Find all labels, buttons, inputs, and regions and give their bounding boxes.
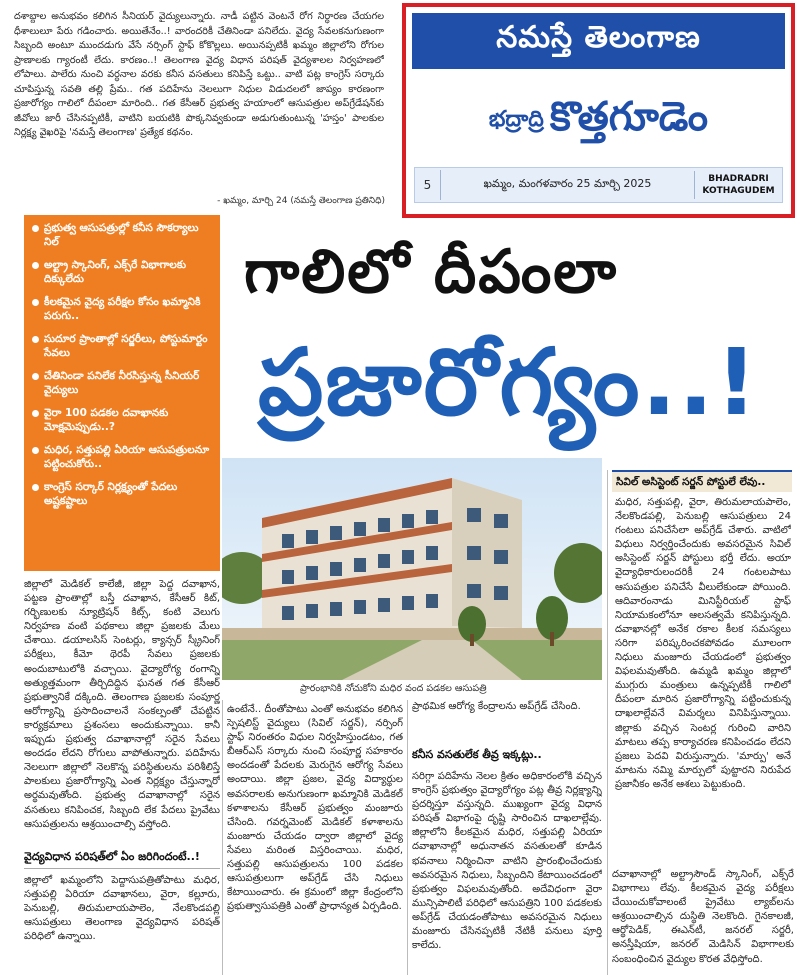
column-divider bbox=[607, 470, 608, 975]
top-left-story-text: దశాబ్దాల అనుభవం కలిగిన సీనియర్ వైద్యులున్నారు. నాడీ పట్టిన వెంటనే రోగ నిర్ధారణ చేయగల ధీశాలులూ పేరు గడించారు. అయితేనేం..! వారందరికీ చేతినిండా పనిలేదు. వైద్య సేవలకనుగుణంగా సిబ్బంది అంటూ ముందడుగు వేసే నర్సింగ్ స్టాఫ్ కోకొల్లలు. అయినప్పటికీ ఖమ్మం జిల్లాలోని రోగుల ప్రాణాలకు గ్యారంటీ లేదు. కారణం..! తెలంగాణ వైద్య విధాన పరిషత్ వైద్యశాలల నిర్వహణలో లోపాలు. పాలేరు నుంచి వర్ధనాల వరకు కనీస వసతులు కనిపిస్తే ఒట్టు.. వాటి పట్ల కాంగ్రెస్ సర్కారు చూపిస్తున్న సవతి తల్లి ప్రేమ.. గత పదిహేను నెలలుగా నిధుల విడుదలలో జాప్యం కారణంగా ప్రజారోగ్యం గాలిలో దీపంలా మారింది.. గత కేసీఆర్ ప్రభుత్వ హయాంలో ఆసుపత్రుల అప్‌గ్రేడేషన్‌కు జీవోలు జారీ చేసినప్పటికీ, వాటిని బయటికి పొక్కనివ్వకుండా అడుగుతుంటున్న 'హస్తం' పాలకుల నిర్లక్ష్య వైఖరిపై 'నమస్తే తెలంగాణ' ప్రత్యేక కథనం. bbox=[14, 11, 384, 138]
highlight-item bbox=[32, 443, 214, 471]
masthead bbox=[402, 3, 795, 218]
bullet-icon bbox=[32, 262, 39, 269]
paper-name: నమస్తే తెలంగాణ bbox=[496, 20, 701, 55]
dateline-bar bbox=[414, 167, 783, 203]
left-column-1 bbox=[24, 578, 220, 846]
right-column-1-text: మధిర, సత్తుపల్లి, వైరా, తిరుమలాయపాలెం, నేలకొండపల్లి, పెనుబల్లి ఆసుపత్రులు 24 గంటలు పనిచేసేలా అప్‌గ్రేడ్ చేశారు. వాటిలో విధులు నిర్వర్తించేందుకు అవసరమైన సివిల్ అసిస్టెంట్ సర్జన్ పోస్టులు భర్తీ లేదు. అయా వైద్యాధికారులందరికీ 24 గంటలపాటు ఆసుపత్రుల పనిచేసే వీలులేకుండా పోయింది. ఆదివారంనాడు మినిస్టీరియల్ స్టాఫ్ నియామకంలోనూ ఆలసత్వమే కనిపిస్తున్నది. దవాఖానల్లో అనేక రకాల కీలక సమస్యలు సరిగా పరిష్కరించకపోవడం మూలంగా నిధులు మంజూరు చేయడంలో ప్రభుత్వం విఫలమవుతోంది. ఉమ్మడి ఖమ్మం జిల్లాలో ముగ్గురు మంత్రులు ఉన్నప్పటికీ గాలిలో దీపంలా మారిన ప్రజారోగ్యాన్ని పట్టించుకున్న దాఖలాల్లేవనే విమర్శలు వినిపిస్తున్నాయి. జిల్లాకు వచ్చిన సెంటర్ల గురించి వారిని మాటలు తప్ప కార్యాచరణ కనిపించడం లేదని ప్రజలు పెదవి విరుస్తున్నారు. 'మార్పు' అనే మాటను నమ్మి మార్పులో పుట్టారని నిరుపేద ప్రజానీకం అనేక ఆశలు పెట్టుకుంది. bbox=[615, 497, 791, 790]
highlight-text: సుదూర ప్రాంతాల్లో సర్జరీలు, పోస్టుమార్టం సేవలు bbox=[44, 333, 208, 359]
edition-title bbox=[414, 87, 783, 157]
left-column-2 bbox=[24, 874, 220, 975]
middle-column-2-text: సరిగ్గా పదిహేను నెలల క్రితం అధికారంలోకి వచ్చిన కాంగ్రెస్ ప్రభుత్వం వైద్యారోగ్యం పట్ల తీవ్ర నిర్లక్ష్యాన్ని ప్రదర్శిస్తూ వస్తున్నది. ముఖ్యంగా వైద్య విధాన పరిషత్ విభాగంపై దృష్టి సారించిన దాఖలాల్లేవు. జిల్లాలోని కీలకమైన మధిర, సత్తుపల్లి ఏరియా దవాఖానాల్లో అధునాతన వసతులతో కూడిన భవనాలు నిర్మించినా వాటిని ప్రారంభించేందుకు అవసరమైన నిధులు, సిబ్బందిని కేటాయించడంలో ప్రభుత్వం విఫలమవుతోంది. అదేవిధంగా వైరా మున్సిపాలిటీ పరిధిలో ఆసుపత్రిని 100 పడకలకు అప్‌గ్రేడ్ చేయడంతోపాటు అవసరమైన నిధులు మంజూరు చేసినప్పటికీ నేటికీ పనులు పూర్తి కాలేదు. bbox=[412, 771, 602, 952]
bullet-icon bbox=[32, 299, 39, 306]
edition-name: కొత్తగూడెం bbox=[549, 94, 709, 140]
middle-column-2-top bbox=[412, 700, 598, 742]
bullet-icon bbox=[32, 484, 39, 491]
middle-column-1-text: ఉంటేనే.. దీంతోపాటు ఎంతో అనుభవం కలిగిన స్పెషలిస్ట్ వైద్యులు (సివిల్ సర్జన్), నర్సింగ్ స్టాఫ్ నిరంతరం విధుల నిర్వహిస్తుండటం, గత బీఆర్‌ఎస్ సర్కారు నుంచి సంపూర్ణ సహకారం అందడంతో పేదలకు మెరుగైన ఆరోగ్య సేవలు అందాయి. జిల్లా ప్రజల, వైద్య విద్యార్థుల అవసరాలకు అనుగుణంగా ఖమ్మానికి మెడికల్ కళాశాలను కేసీఆర్ ప్రభుత్వం మంజూరు చేసింది. గవర్నమెంట్ మెడికల్ కళాశాలను మంజూరు చేయడం ద్వారా జిల్లాలో వైద్య సేవలు మరింత విస్తరించాయి. మధిర, సత్తుపల్లి ఆసుపత్రులను 100 పడకల ఆసుపత్రులుగా అప్‌గ్రేడ్ చేసి నిధులు కేటాయించారు. ఈ క్రమంలో జిల్లా కేంద్రంలోని ప్రభుత్వాసుపత్రికి ఎంతో ప్రాధాన్యత ఏర్పడింది. bbox=[227, 704, 403, 913]
column-divider bbox=[407, 700, 408, 975]
left-column-1-text: జిల్లాలో మెడికల్ కాలేజీ, జిల్లా పెద్ద దవాఖాన, పట్టణ ప్రాంతాల్లో బస్తీ దవాఖాన, కేసీఆర్ కిట్, గర్భిణులకు న్యూట్రిషన్ కిట్స్, కంటి వెలుగు నిర్వహణ వంటి పథకాలు జిల్లా ప్రజలకు మేలు చేశాయి. డయాలసిస్ సెంటర్లు, క్యాన్సర్ స్క్రీనింగ్ పరీక్షలు, కీమో థెరపీ సేవలు ప్రజలకు అందుబాటులోకి వచ్చాయి. వైద్యారోగ్య రంగాన్ని అత్యుత్తమంగా తీర్చిదిద్దిన ఘనత గత కేసీఆర్ ప్రభుత్వానికే దక్కింది. తెలంగాణ ప్రజలకు సంపూర్ణ ఆరోగ్యాన్ని ప్రసాదించాలనే సంకల్పంతో చేపట్టిన కార్యక్రమాలు ప్రశంసలు అందుకున్నాయి. కానీ ఇప్పుడు ప్రభుత్వ దవాఖానాల్లో సరైన సేవలు అందడం లేదని రోగులు వాపోతున్నారు. పదిహేను నెలలుగా జిల్లాలో నెలకొన్న పరిస్థితులను పరిశీలిస్తే పాలకులు ప్రజారోగ్యాన్ని ఎంత నిర్లక్ష్యం చేస్తున్నారో అర్థమవుతోంది. ప్రభుత్వ దవాఖానాల్లో సరైన వసతులు కనిపించక, సిబ్బంది లేక పేదలు ప్రైవేటు ఆసుపత్రులను ఆశ్రయించాల్సి వస్తోంది. bbox=[24, 579, 220, 830]
left-subheading: వైద్యవిధాన పరిషత్‌లో ఏం జరిగిందంటే..! bbox=[24, 850, 220, 869]
highlight-text: అల్ట్రా స్కానింగ్, ఎక్స్‌రే విభాగాలకు దిక్కులేదు bbox=[44, 259, 186, 285]
highlight-text: చేతినిండా పనిలేక నీరసిస్తున్న సీనియర్ వైద్యులు bbox=[44, 370, 200, 396]
highlight-item bbox=[32, 221, 214, 249]
page-number: 5 bbox=[415, 170, 441, 200]
middle-column-1 bbox=[227, 703, 403, 975]
edition-english bbox=[694, 171, 782, 199]
photo-caption: ప్రారంభానికి నోచుకోని మధిర వంద పడకల ఆసుపత్రి bbox=[300, 683, 487, 694]
hospital-photo bbox=[222, 458, 602, 680]
highlight-item bbox=[32, 332, 214, 360]
highlight-text: కీలకమైన వైద్య పరీక్షల కోసం ఖమ్మానికి పరుగు.. bbox=[44, 296, 201, 322]
edition-english-line2: KOTHAGUDEM bbox=[702, 186, 775, 196]
right-column-1 bbox=[615, 496, 791, 866]
bullet-icon bbox=[32, 410, 39, 417]
top-left-story bbox=[14, 10, 384, 210]
masthead-band bbox=[412, 13, 785, 69]
highlights-box bbox=[24, 215, 220, 571]
edition-prefix: భద్రాద్రి bbox=[488, 107, 544, 132]
highlight-text: ప్రభుత్వ ఆసుపత్రుల్లో కనీస సౌకర్యాలు నిల్ bbox=[44, 222, 199, 248]
headline-line-2: ప్రజారోగ్యం..! bbox=[258, 329, 760, 436]
hospital-building-image bbox=[222, 458, 602, 680]
edition-english-line1: BHADRADRI bbox=[708, 174, 769, 184]
right-column-2-text: దవాఖానాల్లో అల్ట్రాసౌండ్ స్కానింగ్, ఎక్స్‌రే విభాగాలు లేవు. కీలకమైన వైద్య పరీక్షలు చేయించుకోవాలంటే ప్రైవేటు ల్యాబ్‌లను ఆశ్రయించాల్సిన దుస్థితి నెలకొంది. గైనకాలజీ, ఆర్థోపెడిక్, ఈఎన్‌టీ, జనరల్ సర్జరీ, అనస్తీషియా, జనరల్ మెడిసిన్ విభాగాలకు సంబంధించిన వైద్యుల కొరత వేధిస్తోంది. bbox=[612, 869, 794, 965]
middle-column-2 bbox=[412, 770, 602, 975]
highlight-item bbox=[32, 406, 214, 434]
highlight-text: మధిర, సత్తుపల్లి ఏరియా ఆసుపత్రులనూ పట్టించుకోరు.. bbox=[44, 444, 210, 470]
highlight-item bbox=[32, 295, 214, 323]
right-subheading: సివిల్ అసిస్టెంట్ సర్జన్ పోస్టులే లేవు.. bbox=[612, 470, 792, 492]
highlight-item bbox=[32, 369, 214, 397]
highlight-item bbox=[32, 480, 214, 508]
middle-subheading: కనీస వసతులేక తీవ్ర ఇక్కట్లు.. bbox=[412, 748, 542, 761]
highlight-text: కాంగ్రెస్ సర్కార్ నిర్లక్ష్యంతో పేదలు అష్టకష్టాలు bbox=[44, 481, 178, 507]
bullet-icon bbox=[32, 373, 39, 380]
bullet-icon bbox=[32, 447, 39, 454]
highlight-text: వైరా 100 పడకల దవాఖానకు మోక్షమెప్పుడు..? bbox=[44, 407, 169, 433]
dateline-text: ఖమ్మం, మంగళవారం 25 మార్చి 2025 bbox=[483, 177, 652, 190]
headline-line-1: గాలిలో దీపంలా bbox=[244, 237, 619, 307]
left-column-2-text: జిల్లాలో ఖమ్మంలోని పెద్దాసుపత్రితోపాటు మధిర, సత్తుపల్లి ఏరియా దవాఖానలు, వైరా, కల్లూరు, పెనుబల్లి, తిరుమలాయపాలెం, నేలకొండపల్లి ఆసుపత్రులు తెలంగాణ వైద్యవిధాన పరిషత్ పరిధిలో ఉన్నాయి. bbox=[24, 875, 220, 943]
story-byline: - ఖమ్మం, మార్చి 24 (నమస్తే తెలంగాణ ప్రతినిధి) bbox=[217, 196, 385, 206]
bullet-icon bbox=[32, 336, 39, 343]
highlight-item bbox=[32, 258, 214, 286]
bullet-icon bbox=[32, 225, 39, 232]
right-column-2 bbox=[612, 868, 794, 975]
middle-column-2-top-text: ప్రాథమిక ఆరోగ్య కేంద్రాలను అప్‌గ్రేడ్ చేసింది. bbox=[412, 701, 581, 712]
column-divider bbox=[222, 700, 223, 975]
